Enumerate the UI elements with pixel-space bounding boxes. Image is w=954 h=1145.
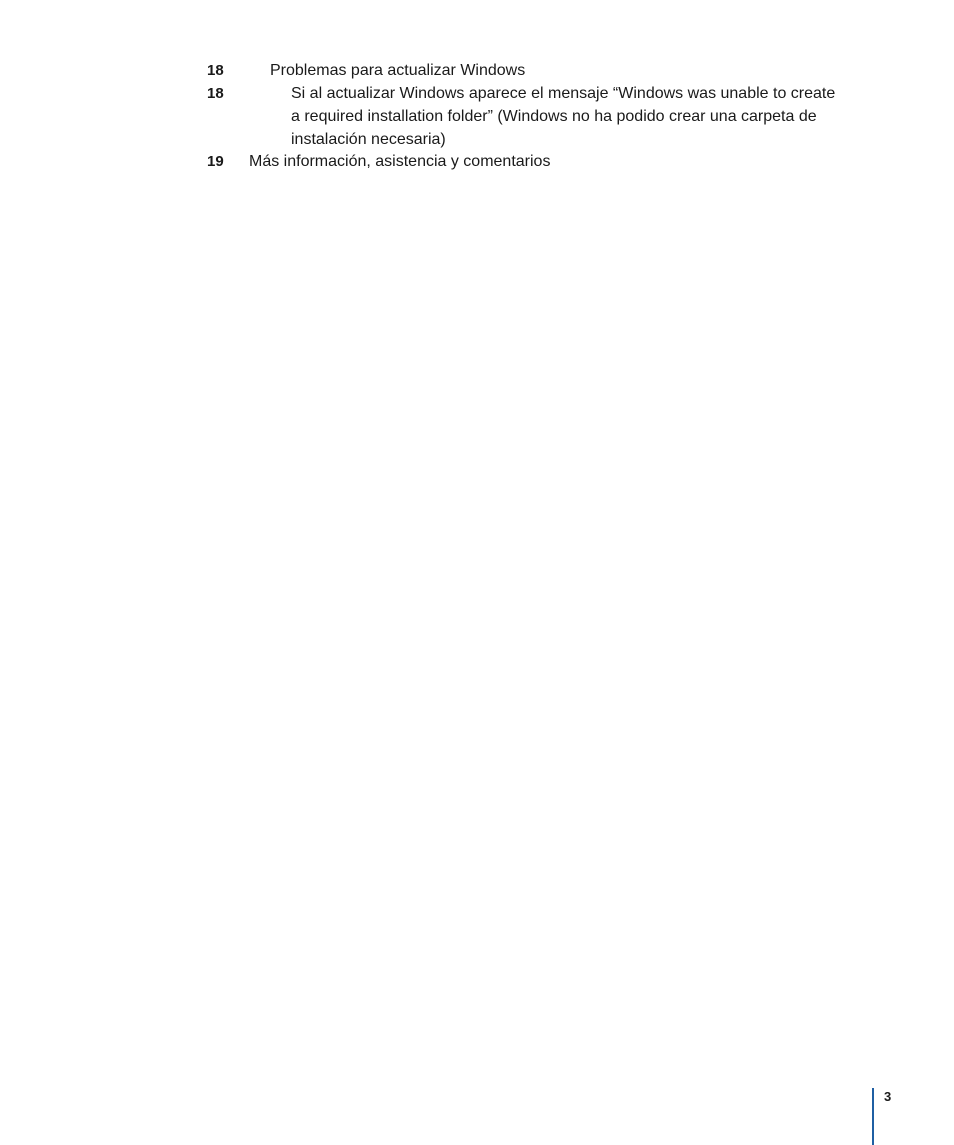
toc-entry[interactable] xyxy=(0,82,954,151)
toc-entry-title xyxy=(249,150,550,173)
toc-page-number: 18 xyxy=(207,85,224,102)
toc-entry-title-line: Más información, asistencia y comentarios xyxy=(249,153,551,170)
page-footer-rule xyxy=(872,1088,874,1145)
toc-page-number: 19 xyxy=(207,153,224,170)
toc-entry[interactable] xyxy=(0,150,954,173)
toc-entry-title-line: Si al actualizar Windows aparece el mensaje “Windows was unable to create xyxy=(291,85,836,102)
toc-entry-title-line: instalación necesaria) xyxy=(291,131,446,148)
toc-entry-title-line: a required installation folder” (Windows no ha podido crear una carpeta de xyxy=(291,108,817,125)
toc-entry-title xyxy=(291,82,835,151)
page-number: 3 xyxy=(884,1089,892,1104)
toc-entry-title-line: Problemas para actualizar Windows xyxy=(270,62,526,79)
toc-page-number: 18 xyxy=(207,62,224,79)
toc-entry-title xyxy=(270,59,525,82)
toc-entry[interactable] xyxy=(0,59,954,82)
